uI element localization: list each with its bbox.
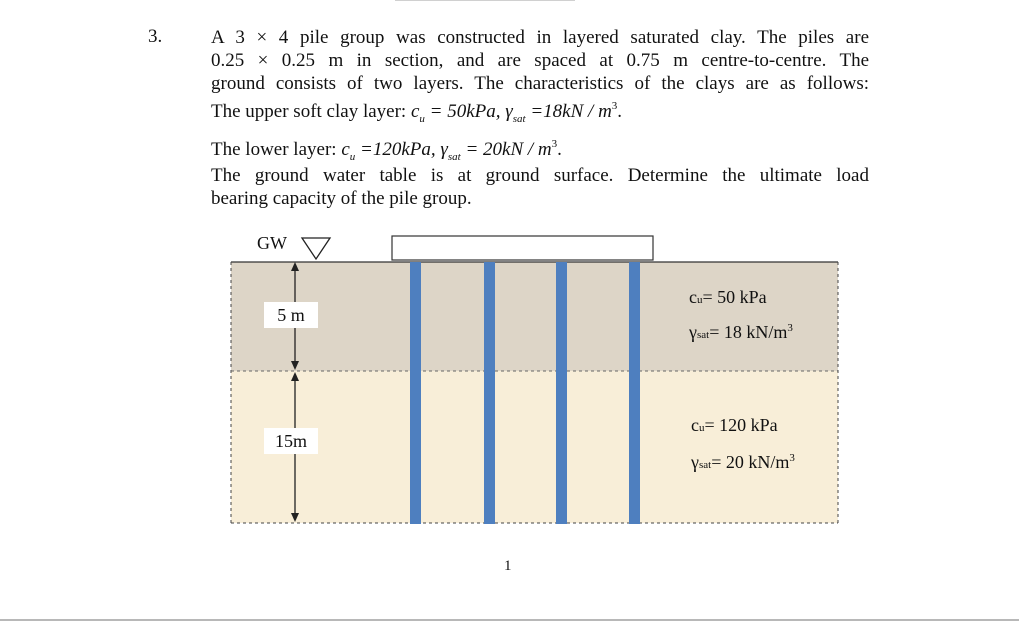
- upper-layer-prefix: The upper soft clay layer:: [211, 101, 411, 122]
- upper-gamma-sup: 3: [611, 100, 618, 112]
- lower-gamma-value: = 20kN / m: [460, 139, 552, 160]
- lower-clay-layer: [231, 371, 838, 523]
- upper-gamma-value: =18kN / m: [525, 101, 612, 122]
- question-line-2: 0.25 × 0.25 m in section, and are spaced at 0.75 m centre-to-centre. The: [211, 50, 869, 71]
- layer2-gamma: [691, 452, 795, 473]
- upper-gamma-sub: sat: [512, 113, 526, 125]
- layer2-cu-value: = 120 kPa: [704, 415, 778, 435]
- lower-layer-prefix: The lower layer:: [211, 139, 342, 160]
- layer1-gamma-value: = 18 kN/m: [709, 322, 788, 342]
- layer1-gamma-symbol: γ: [689, 322, 697, 342]
- layer2-cu-symbol: c: [691, 415, 699, 435]
- lower-layer-end: .: [557, 139, 562, 160]
- lower-gamma-symbol: γ: [440, 139, 448, 160]
- layer1-cu-symbol: c: [689, 287, 697, 307]
- upper-clay-layer: [231, 262, 838, 371]
- lower-cu-value: =120kPa,: [355, 139, 441, 160]
- layer1-gamma-sup: 3: [787, 322, 793, 334]
- question-line-1: A 3 × 4 pile group was constructed in layered saturated clay. The piles are: [211, 27, 869, 48]
- question-line-3: ground consists of two layers. The characteristics of the clays are as follows:: [211, 73, 869, 94]
- layer2-gamma-sup: 3: [789, 452, 795, 464]
- upper-gamma-symbol: γ: [505, 101, 513, 122]
- closing-line-2: bearing capacity of the pile group.: [211, 188, 472, 209]
- layer1-gamma: [689, 322, 793, 343]
- lower-gamma-sup: 3: [551, 138, 558, 150]
- layer1-gamma-sub: sat: [696, 329, 710, 341]
- layer2-gamma-symbol: γ: [691, 452, 699, 472]
- upper-cu-value: = 50kPa,: [424, 101, 506, 122]
- layer2-thickness-label: 15m: [264, 428, 318, 454]
- lower-cu-sub: u: [349, 151, 356, 163]
- pile-2: [484, 262, 495, 524]
- gw-label: GW: [257, 233, 287, 253]
- closing-line-1: The ground water table is at ground surface. Determine the ultimate load: [211, 165, 869, 186]
- layer2-cu-sub: u: [699, 422, 705, 434]
- question-number: 3.: [148, 26, 163, 47]
- layer1-cu: [689, 287, 767, 308]
- lower-cu-symbol: c: [341, 139, 350, 160]
- upper-cu-symbol: c: [410, 101, 420, 122]
- upper-layer-end: .: [617, 101, 623, 122]
- layer2-gamma-sub: sat: [698, 459, 712, 471]
- page-number: 1: [504, 558, 512, 574]
- layer1-thickness-label: 5 m: [264, 302, 318, 328]
- layer2-cu: [691, 415, 778, 436]
- pile-3: [556, 262, 567, 524]
- page-bottom-divider: [0, 619, 1019, 621]
- layer1-cu-value: = 50 kPa: [702, 287, 767, 307]
- pile-1: [410, 262, 421, 524]
- upper-cu-sub: u: [419, 113, 425, 125]
- pile-4: [629, 262, 640, 524]
- pile-cap: [392, 236, 653, 260]
- layer1-cu-sub: u: [697, 294, 703, 306]
- groundwater-triangle-icon: [302, 238, 330, 259]
- lower-gamma-sub: sat: [447, 151, 461, 163]
- layer2-gamma-value: = 20 kN/m: [711, 452, 790, 472]
